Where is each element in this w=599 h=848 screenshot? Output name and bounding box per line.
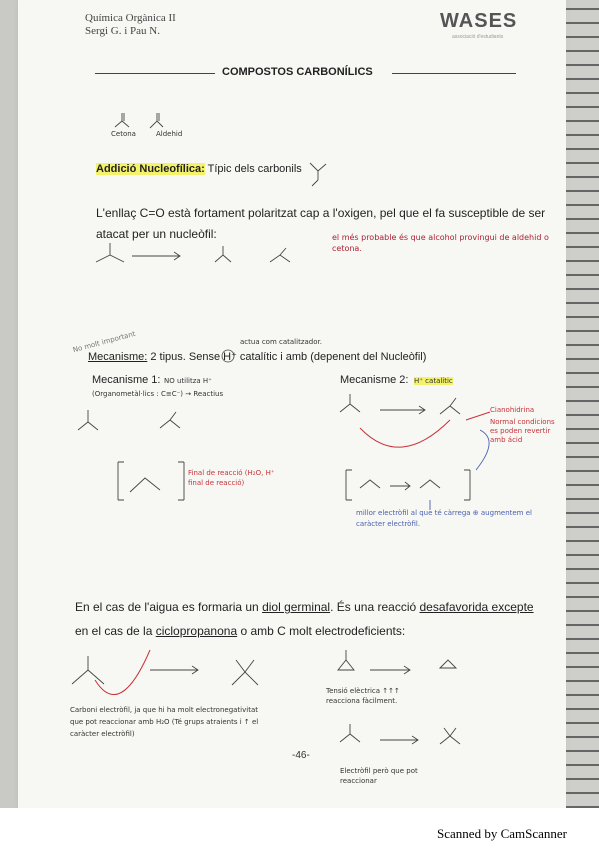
authors: Sergi G. i Pau N. xyxy=(85,25,160,37)
blue-arrow xyxy=(476,430,489,470)
mecanisme-text-a: 2 tipus. Sense xyxy=(147,351,224,363)
product-1 xyxy=(215,246,231,262)
para-line-1: L'enllaç C=O està fortament polaritzat cap a l'oxigen, pel que el fa susceptible de ser xyxy=(96,206,546,220)
m1-intermediate xyxy=(130,478,160,492)
desafavorida-excepte: desafavorida excepte xyxy=(419,600,534,614)
logo-text: ASES xyxy=(458,10,518,32)
hfa-carbonyl xyxy=(72,656,104,684)
diol-germinal: diol germinal xyxy=(262,600,331,614)
bottom-note: Electròfil però que pot reaccionar xyxy=(340,767,418,785)
m2-bracket-right xyxy=(464,470,470,500)
s2-l2-b: o amb C molt electrodeficients: xyxy=(237,624,406,638)
m2-product xyxy=(440,398,460,414)
section2-line-2 xyxy=(75,624,405,638)
tension-note: Tensió elèctrica ↑↑↑ reacciona fàcilment. xyxy=(326,687,400,705)
camscanner-watermark: Scanned by CamScanner xyxy=(437,826,567,841)
addicio-heading xyxy=(96,163,302,175)
label-cetona: Cetona xyxy=(111,130,136,138)
m1-note: NO utilitza H⁺ xyxy=(164,377,212,385)
carbonyl-sketch xyxy=(310,163,326,186)
hydration-arrow-2 xyxy=(370,666,410,674)
addicio-label: Addició Nucleofílica: xyxy=(96,163,205,175)
m1-red-note: Final de reacció (H₂O, H⁺ final de reacció) xyxy=(188,469,275,487)
reaction-arrow-1 xyxy=(132,252,180,260)
m2-intermediates xyxy=(360,480,440,488)
s2-l1-a: En el cas de l'aigua es formaria un xyxy=(75,600,263,614)
circled-h-plus: H⁺ xyxy=(223,351,237,363)
mecanisme-label: Mecanisme: xyxy=(88,351,148,363)
note-catalitzador: actua com catalitzador. xyxy=(240,338,322,346)
m1-bracket-left xyxy=(118,462,124,500)
course-name: Química Orgànica II xyxy=(85,12,176,24)
cetona-structure xyxy=(115,113,129,127)
reactant-carbonyl xyxy=(96,243,124,262)
aldehid-structure xyxy=(150,113,163,128)
section2-line-1 xyxy=(75,600,534,614)
addicio-subtitle: Típic dels carbonils xyxy=(204,163,302,175)
mecanisme-line xyxy=(88,350,426,363)
note-alcohol: el més probable és que alcohol provingui de aldehid o cetona. xyxy=(332,233,549,253)
hydration-arrow-3 xyxy=(380,736,418,744)
m1-carbonyl xyxy=(78,410,98,430)
s2-l2-a: en el cas de la xyxy=(75,624,156,638)
gem-diol-1 xyxy=(232,660,258,685)
logo-subtitle: associació d'estudiants xyxy=(452,34,504,40)
m2-bracket-left xyxy=(346,470,352,500)
m2-catalitic xyxy=(414,377,453,385)
m2-resonance-arrow xyxy=(390,482,410,490)
page-title: COMPOSTOS CARBONÍLICS xyxy=(222,66,373,78)
m2-title: Mecanisme 2: xyxy=(340,374,409,386)
logo-w-icon: W xyxy=(440,10,459,32)
para-line-2: atacat per un nucleòfil: xyxy=(96,227,217,241)
note-no-molt: No molt important xyxy=(72,329,137,355)
red-curved-arrow-1 xyxy=(360,420,450,447)
product-2 xyxy=(270,248,290,262)
m1-sub: (Organometàl·lics : C≡C⁻) → Reactius xyxy=(92,390,224,398)
m2-red-note: Normal condicions es poden revertir amb ácid xyxy=(490,418,555,444)
m1-bracket-right xyxy=(178,462,184,500)
ciclopropanona: ciclopropanona xyxy=(155,624,238,638)
formaldehyde xyxy=(340,724,360,742)
gem-diol-2 xyxy=(440,728,460,744)
m2-catalitic-label: H⁺ catalític xyxy=(414,377,453,385)
s2-l1-b: . És una reacció xyxy=(330,600,420,614)
hydration-arrow-1 xyxy=(150,666,198,674)
red-pointer-line xyxy=(466,412,490,420)
cyclopropane-diol xyxy=(440,660,456,668)
page-number: -46- xyxy=(292,750,310,761)
m2-arrow xyxy=(380,406,425,414)
label-aldehid: Aldehid xyxy=(156,130,183,138)
mecanisme-text-b: catalític i amb (depenent del Nucleòfil) xyxy=(236,351,427,363)
m2-carbonyl xyxy=(340,394,360,412)
left-note: Carboni electròfil, ja que hi ha molt electronegativitat que pot reaccionar amb H₂O (Té grups atraients i ↑ el caràcter electròfil) xyxy=(70,706,259,738)
red-curved-arrow-2 xyxy=(95,650,150,695)
m2-blue-note: millor electròfil al que té càrrega ⊕ augmentem el caràcter electròfil. xyxy=(356,509,532,528)
cyclopropanone xyxy=(338,650,354,670)
m2-cianohidrina: Cianohidrina xyxy=(490,406,535,414)
m1-title: Mecanisme 1: xyxy=(92,374,161,386)
m1-product xyxy=(160,412,180,428)
